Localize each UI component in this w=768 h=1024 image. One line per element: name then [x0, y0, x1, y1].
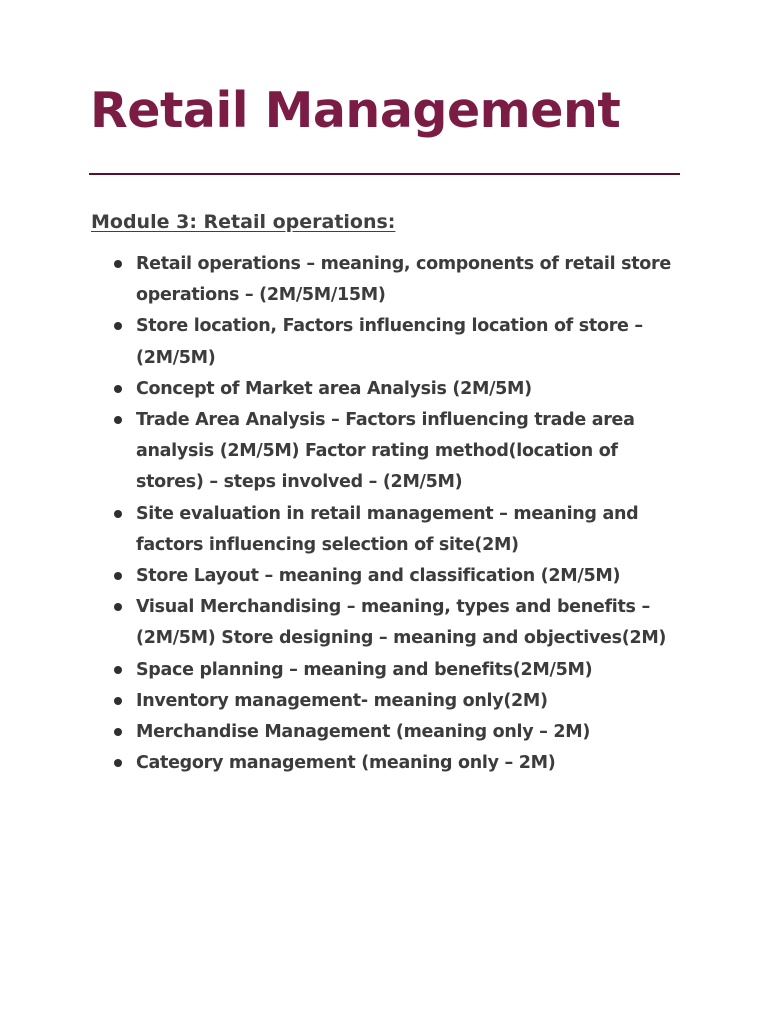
title-divider	[89, 173, 680, 175]
bullet-icon	[114, 416, 122, 424]
document-title: Retail Management	[90, 82, 621, 139]
bullet-icon	[114, 510, 122, 518]
bullet-icon	[114, 572, 122, 580]
list-item-text: Store location, Factors influencing location of store – (2M/5M)	[136, 316, 643, 368]
list-item-text: Retail operations – meaning, components of retail store operations – (2M/5M/15M)	[136, 254, 671, 306]
list-item-text: Inventory management- meaning only(2M)	[136, 690, 548, 711]
bullet-icon	[114, 666, 122, 674]
list-item-text: Store Layout – meaning and classification (2M/5M)	[136, 566, 621, 587]
topic-list	[114, 249, 674, 779]
list-item-text: Merchandise Management (meaning only – 2M)	[136, 722, 591, 743]
bullet-icon	[114, 385, 122, 393]
list-item	[114, 499, 674, 561]
list-item	[114, 311, 674, 373]
list-item-text: Trade Area Analysis – Factors influencing trade area analysis (2M/5M) Factor rating method(location of stores) – steps involved – (2M/5M)	[136, 410, 635, 493]
bullet-icon	[114, 728, 122, 736]
bullet-icon	[114, 322, 122, 330]
list-item	[114, 592, 674, 654]
list-item	[114, 249, 674, 311]
bullet-icon	[114, 759, 122, 767]
list-item	[114, 561, 674, 592]
list-item	[114, 655, 674, 686]
bullet-icon	[114, 697, 122, 705]
bullet-icon	[114, 260, 122, 268]
list-item	[114, 748, 674, 779]
list-item-text: Category management (meaning only – 2M)	[136, 753, 556, 774]
list-item-text: Space planning – meaning and benefits(2M/5M)	[136, 659, 593, 680]
list-item-text: Concept of Market area Analysis (2M/5M)	[136, 378, 532, 399]
module-heading: Module 3: Retail operations:	[91, 211, 396, 233]
list-item-text: Visual Merchandising – meaning, types and benefits – (2M/5M) Store designing – meaning and objectives(2M)	[136, 597, 667, 649]
list-item-text: Site evaluation in retail management – meaning and factors influencing selection of site(2M)	[136, 503, 639, 555]
list-item	[114, 374, 674, 405]
list-item	[114, 717, 674, 748]
list-item	[114, 686, 674, 717]
list-item	[114, 405, 674, 499]
bullet-icon	[114, 603, 122, 611]
